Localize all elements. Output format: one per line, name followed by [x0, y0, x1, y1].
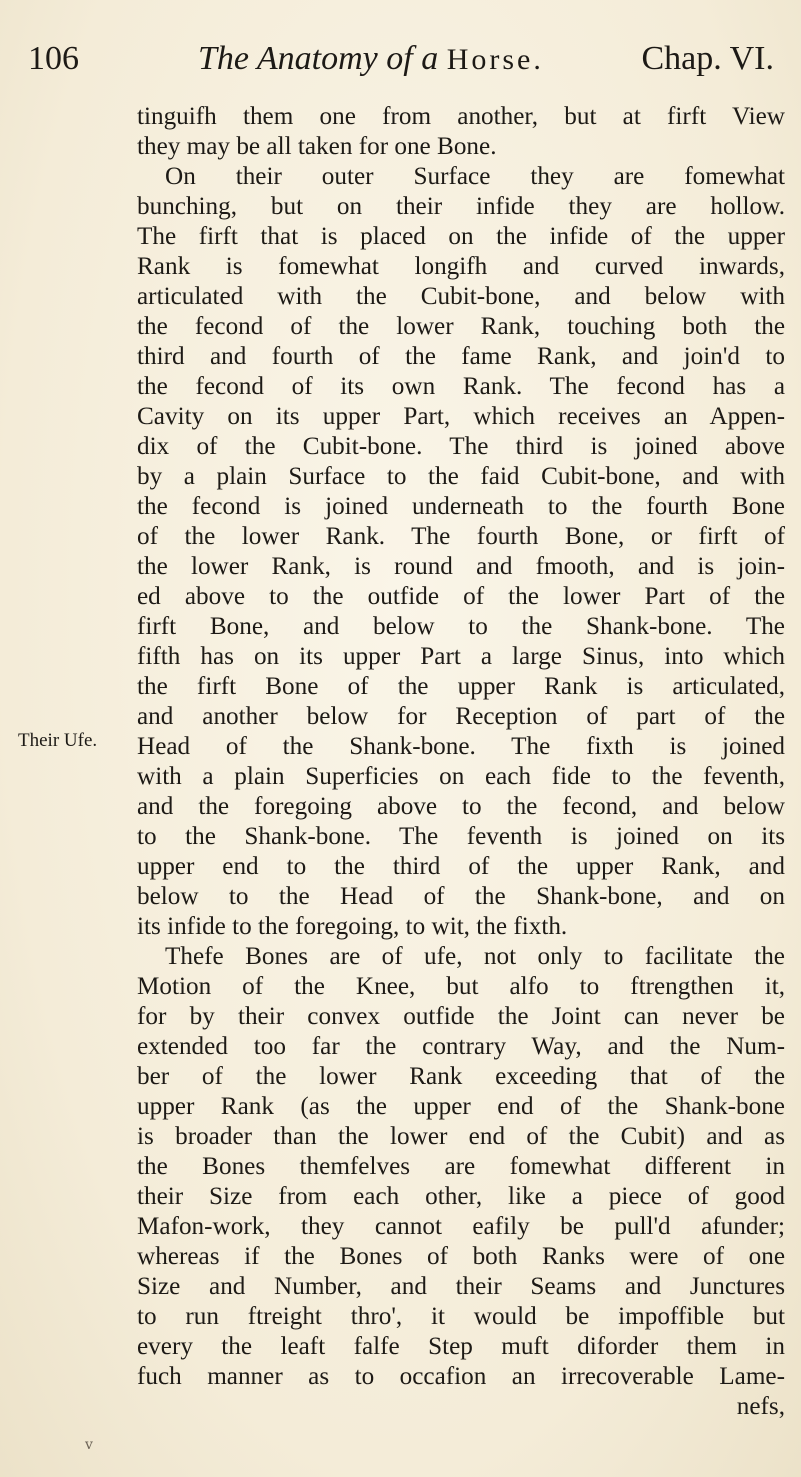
running-title-italic: The Anatomy of a — [198, 40, 439, 77]
text-line: Motion of the Knee, but alfo to ftrengthen it, — [137, 973, 785, 1000]
text-line: the fecond is joined underneath to the fourth Bone — [137, 493, 785, 520]
text-line: is broader than the lower end of the Cubit) and as — [137, 1123, 785, 1150]
text-line: to run ftreight thro', it would be impoffible but — [137, 1303, 785, 1330]
text-line: ber of the lower Rank exceeding that of the — [137, 1063, 785, 1090]
text-line: the Bones themfelves are fomewhat different in — [137, 1153, 785, 1180]
text-line: extended too far the contrary Way, and the Num- — [137, 1033, 785, 1060]
text-line: their Size from each other, like a piece of good — [137, 1183, 785, 1210]
text-line: third and fourth of the fame Rank, and join'd to — [137, 343, 785, 370]
text-line: and the foregoing above to the fecond, and below — [137, 793, 785, 820]
text-line: the lower Rank, is round and fmooth, and is join- — [137, 553, 785, 580]
text-line: with a plain Superficies on each fide to the feventh, — [137, 763, 785, 790]
running-title — [198, 40, 544, 78]
text-line: tinguifh them one from another, but at firft View — [137, 103, 785, 130]
body-text — [137, 102, 785, 1422]
text-line: Mafon-work, they cannot eafily be pull'd afunder; — [137, 1213, 785, 1240]
text-line: the firft Bone of the upper Rank is articulated, — [137, 673, 785, 700]
text-line: Size and Number, and their Seams and Junctures — [137, 1273, 785, 1300]
text-line: the fecond of its own Rank. The fecond has a — [137, 373, 785, 400]
text-line: of the lower Rank. The fourth Bone, or firft of — [137, 523, 785, 550]
text-line: firft Bone, and below to the Shank-bone. The — [137, 613, 785, 640]
text-line: upper end to the third of the upper Rank, and — [137, 853, 785, 880]
text-line: whereas if the Bones of both Ranks were of one — [137, 1243, 785, 1270]
text-line: fuch manner as to occafion an irrecoverable Lame- — [137, 1363, 785, 1390]
text-line: Cavity on its upper Part, which receives an Appen- — [137, 403, 785, 430]
text-line: The firft that is placed on the infide of the upper — [137, 223, 785, 250]
text-line: articulated with the Cubit-bone, and below with — [137, 283, 785, 310]
text-line: the fecond of the lower Rank, touching both the — [137, 313, 785, 340]
text-line: and another below for Reception of part of the — [137, 703, 785, 730]
text-line: On their outer Surface they are fomewhat — [165, 163, 785, 190]
text-line: dix of the Cubit-bone. The third is joined above — [137, 433, 785, 460]
running-header — [28, 40, 788, 90]
text-line: bunching, but on their infide they are hollow. — [137, 193, 785, 220]
text-line: Thefe Bones are of ufe, not only to facilitate the — [165, 943, 785, 970]
text-line: Head of the Shank-bone. The fixth is joined — [137, 733, 785, 760]
text-line: upper Rank (as the upper end of the Shank-bone — [137, 1093, 785, 1120]
text-line: its infide to the foregoing, to wit, the fixth. — [137, 913, 568, 940]
text-line: every the leaft falfe Step muft diforder them in — [137, 1333, 785, 1360]
text-line: ed above to the outfide of the lower Part of the — [137, 583, 785, 610]
running-title-caps: Horse. — [446, 43, 544, 76]
text-line: by a plain Surface to the faid Cubit-bone, and with — [137, 463, 785, 490]
page-number: 106 — [28, 40, 79, 77]
text-line: below to the Head of the Shank-bone, and on — [137, 883, 785, 910]
text-line: fifth has on its upper Part a large Sinus, into which — [137, 643, 785, 670]
text-line: for by their convex outfide the Joint can never be — [137, 1003, 785, 1030]
text-line: to the Shank-bone. The feventh is joined on its — [137, 823, 785, 850]
printer-mark: v — [85, 1437, 93, 1453]
text-line: they may be all taken for one Bone. — [137, 133, 497, 160]
chapter-label: Chap. VI. — [641, 40, 774, 77]
text-line: nefs, — [736, 1393, 785, 1420]
text-line: Rank is fomewhat longifh and curved inwards, — [137, 253, 785, 280]
margin-note: Their Ufe. — [18, 730, 98, 751]
